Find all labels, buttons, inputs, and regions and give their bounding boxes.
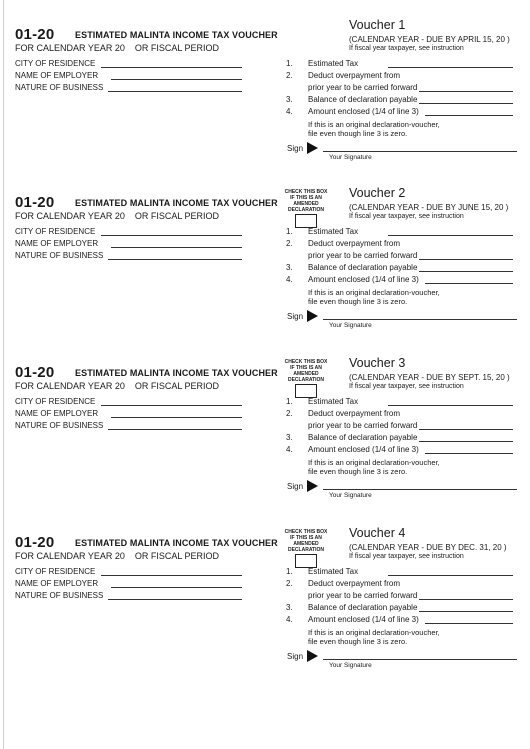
form-title: ESTIMATED MALINTA INCOME TAX VOUCHER — [75, 538, 278, 548]
item-number: 3. — [286, 603, 293, 612]
item-number: 2. — [286, 579, 293, 588]
field-label: NAME OF EMPLOYER — [15, 239, 99, 248]
amount-input-line[interactable] — [419, 91, 513, 92]
fiscal-period-label: OR FISCAL PERIOD — [134, 43, 220, 53]
item-label: Deduct overpayment from — [308, 579, 401, 588]
amended-label-2: IF THIS IS AN — [290, 195, 322, 201]
calendar-year-label: FOR CALENDAR YEAR 20 — [15, 551, 125, 561]
fiscal-period-label: OR FISCAL PERIOD — [134, 381, 220, 391]
signature-label: Your Signature — [329, 492, 372, 499]
amended-label-1: CHECK THIS BOX — [284, 189, 328, 195]
item-number: 1. — [286, 59, 293, 68]
item-number: 2. — [286, 71, 293, 80]
item-label: Balance of declaration payable — [308, 603, 418, 612]
item-label: prior year to be carried forward — [308, 421, 418, 430]
voucher-4 — [0, 526, 530, 704]
signature-label: Your Signature — [329, 322, 372, 329]
item-label: Balance of declaration payable — [308, 263, 418, 272]
voucher-heading: Voucher 3 — [349, 356, 406, 370]
amount-input-line[interactable] — [419, 429, 513, 430]
amended-label-3: AMENDED DECLARATION — [287, 201, 324, 213]
form-title: ESTIMATED MALINTA INCOME TAX VOUCHER — [75, 368, 278, 378]
amended-label-2: IF THIS IS AN — [290, 365, 322, 371]
form-code: 01-20 — [15, 26, 55, 43]
amended-label-2: IF THIS IS AN — [290, 535, 322, 541]
amount-input-line[interactable] — [388, 67, 513, 68]
field-label: NATURE OF BUSINESS — [15, 421, 104, 430]
voucher-due-date: (CALENDAR YEAR - DUE BY APRIL 15, 20 ) — [349, 35, 510, 44]
arrow-right-icon — [307, 480, 318, 492]
amount-input-line[interactable] — [419, 259, 513, 260]
field-input-line[interactable] — [101, 575, 242, 576]
field-label: CITY OF RESIDENCE — [15, 227, 96, 236]
sign-label: Sign — [287, 144, 304, 153]
item-label: Deduct overpayment from — [308, 239, 401, 248]
amount-input-line[interactable] — [425, 453, 513, 454]
field-input-line[interactable] — [111, 587, 242, 588]
arrow-right-icon — [307, 142, 318, 154]
field-input-line[interactable] — [108, 259, 242, 260]
form-title: ESTIMATED MALINTA INCOME TAX VOUCHER — [75, 198, 278, 208]
voucher-fiscal-note: If fiscal year taxpayer, see instruction — [349, 553, 464, 560]
amended-label-3: AMENDED DECLARATION — [287, 371, 324, 383]
item-label: Deduct overpayment from — [308, 71, 401, 80]
amount-input-line[interactable] — [419, 103, 513, 104]
item-number: 1. — [286, 567, 293, 576]
signature-line[interactable] — [323, 489, 517, 490]
field-input-line[interactable] — [108, 91, 242, 92]
amended-label-1: CHECK THIS BOX — [284, 359, 328, 365]
amount-input-line[interactable] — [388, 575, 513, 576]
item-number: 3. — [286, 95, 293, 104]
amended-declaration-checkbox[interactable] — [295, 214, 317, 228]
field-input-line[interactable] — [108, 599, 242, 600]
item-label: Balance of declaration payable — [308, 95, 418, 104]
voucher-2 — [0, 186, 530, 364]
field-input-line[interactable] — [108, 429, 242, 430]
amended-declaration-checkbox[interactable] — [295, 554, 317, 568]
form-title: ESTIMATED MALINTA INCOME TAX VOUCHER — [75, 30, 278, 40]
field-label: CITY OF RESIDENCE — [15, 397, 96, 406]
item-number: 3. — [286, 263, 293, 272]
voucher-heading: Voucher 1 — [349, 18, 406, 32]
voucher-due-date: (CALENDAR YEAR - DUE BY SEPT. 15, 20 ) — [349, 373, 510, 382]
amended-label-1: CHECK THIS BOX — [284, 529, 328, 535]
field-input-line[interactable] — [111, 79, 242, 80]
field-input-line[interactable] — [111, 417, 242, 418]
signature-line[interactable] — [323, 151, 517, 152]
field-label: NATURE OF BUSINESS — [15, 591, 104, 600]
original-declaration-note: file even though line 3 is zero. — [308, 297, 408, 306]
field-label: CITY OF RESIDENCE — [15, 567, 96, 576]
voucher-heading: Voucher 2 — [349, 186, 406, 200]
amount-input-line[interactable] — [388, 235, 513, 236]
field-label: NATURE OF BUSINESS — [15, 251, 104, 260]
item-label: Amount enclosed (1/4 of line 3) — [308, 615, 419, 624]
item-number: 2. — [286, 239, 293, 248]
original-declaration-note: If this is an original declaration-voucher, — [308, 458, 440, 467]
amount-input-line[interactable] — [419, 599, 513, 600]
field-label: CITY OF RESIDENCE — [15, 59, 96, 68]
original-declaration-note: file even though line 3 is zero. — [308, 129, 408, 138]
signature-label: Your Signature — [329, 154, 372, 161]
field-label: NAME OF EMPLOYER — [15, 71, 99, 80]
item-number: 4. — [286, 107, 293, 116]
voucher-3 — [0, 356, 530, 534]
field-input-line[interactable] — [101, 405, 242, 406]
voucher-1 — [0, 18, 530, 196]
calendar-year-line — [15, 211, 219, 221]
amended-label-3: AMENDED DECLARATION — [287, 541, 324, 553]
amount-input-line[interactable] — [419, 611, 513, 612]
sign-label: Sign — [287, 312, 304, 321]
original-declaration-note: file even though line 3 is zero. — [308, 467, 408, 476]
amount-input-line[interactable] — [419, 271, 513, 272]
item-label: prior year to be carried forward — [308, 251, 418, 260]
arrow-right-icon — [307, 650, 318, 662]
item-number: 2. — [286, 409, 293, 418]
calendar-year-line — [15, 381, 219, 391]
voucher-fiscal-note: If fiscal year taxpayer, see instruction — [349, 383, 464, 390]
item-number: 4. — [286, 275, 293, 284]
voucher-heading: Voucher 4 — [349, 526, 406, 540]
calendar-year-line — [15, 551, 219, 561]
item-label: prior year to be carried forward — [308, 83, 418, 92]
item-label: Estimated Tax — [308, 59, 359, 68]
amended-declaration-group — [276, 529, 336, 568]
voucher-due-date: (CALENDAR YEAR - DUE BY JUNE 15, 20 ) — [349, 203, 509, 212]
item-label: Balance of declaration payable — [308, 433, 418, 442]
sign-label: Sign — [287, 652, 304, 661]
voucher-fiscal-note: If fiscal year taxpayer, see instruction — [349, 45, 464, 52]
item-number: 4. — [286, 445, 293, 454]
calendar-year-label: FOR CALENDAR YEAR 20 — [15, 43, 125, 53]
item-label: Amount enclosed (1/4 of line 3) — [308, 445, 419, 454]
field-label: NATURE OF BUSINESS — [15, 83, 104, 92]
form-code: 01-20 — [15, 534, 55, 551]
amount-input-line[interactable] — [425, 283, 513, 284]
form-code: 01-20 — [15, 194, 55, 211]
calendar-year-label: FOR CALENDAR YEAR 20 — [15, 381, 125, 391]
item-label: Estimated Tax — [308, 567, 359, 576]
signature-label: Your Signature — [329, 662, 372, 669]
original-declaration-note: file even though line 3 is zero. — [308, 637, 408, 646]
fiscal-period-label: OR FISCAL PERIOD — [134, 551, 220, 561]
amended-declaration-checkbox[interactable] — [295, 384, 317, 398]
amount-input-line[interactable] — [419, 441, 513, 442]
field-input-line[interactable] — [101, 67, 242, 68]
field-label: NAME OF EMPLOYER — [15, 579, 99, 588]
calendar-year-label: FOR CALENDAR YEAR 20 — [15, 211, 125, 221]
field-input-line[interactable] — [111, 247, 242, 248]
fiscal-period-label: OR FISCAL PERIOD — [134, 211, 220, 221]
arrow-right-icon — [307, 310, 318, 322]
item-label: Amount enclosed (1/4 of line 3) — [308, 275, 419, 284]
item-number: 1. — [286, 397, 293, 406]
calendar-year-line — [15, 43, 219, 53]
item-label: Estimated Tax — [308, 397, 359, 406]
field-input-line[interactable] — [101, 235, 242, 236]
original-declaration-note: If this is an original declaration-voucher, — [308, 120, 440, 129]
amended-declaration-group — [276, 189, 336, 228]
amount-input-line[interactable] — [388, 405, 513, 406]
voucher-fiscal-note: If fiscal year taxpayer, see instruction — [349, 213, 464, 220]
original-declaration-note: If this is an original declaration-voucher, — [308, 288, 440, 297]
original-declaration-note: If this is an original declaration-voucher, — [308, 628, 440, 637]
item-label: Amount enclosed (1/4 of line 3) — [308, 107, 419, 116]
item-number: 4. — [286, 615, 293, 624]
form-code: 01-20 — [15, 364, 55, 381]
item-number: 1. — [286, 227, 293, 236]
signature-line[interactable] — [323, 659, 517, 660]
signature-line[interactable] — [323, 319, 517, 320]
item-label: prior year to be carried forward — [308, 591, 418, 600]
item-label: Deduct overpayment from — [308, 409, 401, 418]
amount-input-line[interactable] — [425, 115, 513, 116]
voucher-due-date: (CALENDAR YEAR - DUE BY DEC. 31, 20 ) — [349, 543, 507, 552]
item-number: 3. — [286, 433, 293, 442]
amended-declaration-group — [276, 359, 336, 398]
sign-label: Sign — [287, 482, 304, 491]
amount-input-line[interactable] — [425, 623, 513, 624]
item-label: Estimated Tax — [308, 227, 359, 236]
field-label: NAME OF EMPLOYER — [15, 409, 99, 418]
